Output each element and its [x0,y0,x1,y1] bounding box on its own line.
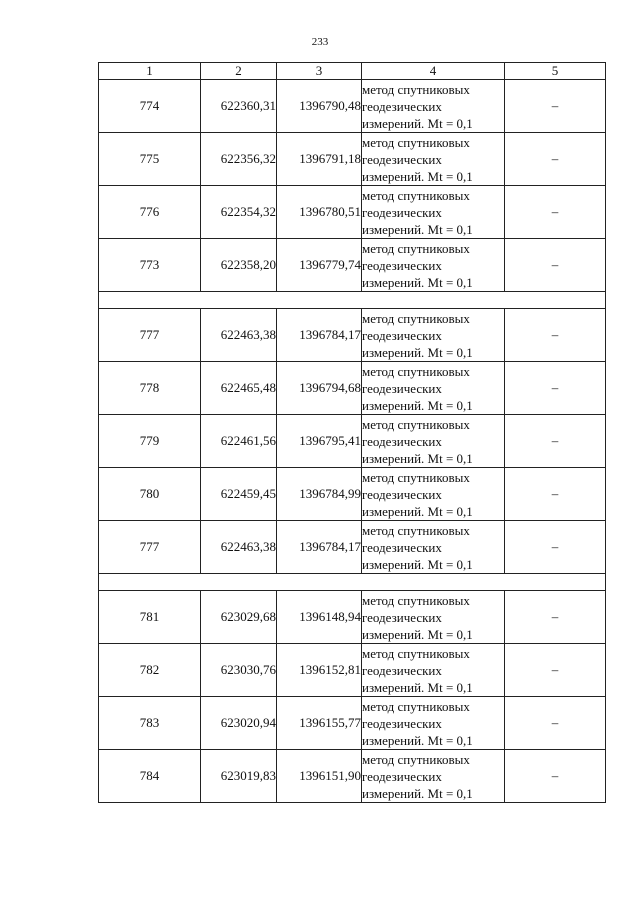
method-line: геодезических [362,486,442,502]
y-coordinate-cell: 1396795,41 [277,415,362,468]
table-row [99,362,606,415]
note-cell: – [505,644,606,697]
method-line: геодезических [362,768,442,784]
method-line: измерений. Mt = 0,1 [362,450,473,466]
header-cell: 1 [99,63,201,80]
method-line: метод спутниковых [362,698,470,714]
method-line: измерений. Mt = 0,1 [362,344,473,360]
y-coordinate-cell: 1396791,18 [277,133,362,186]
method-line: метод спутниковых [362,645,470,661]
method-line: метод спутниковых [362,751,470,767]
method-line: геодезических [362,327,442,343]
header-row [99,63,606,80]
method-cell [362,750,505,803]
y-coordinate-cell: 1396148,94 [277,591,362,644]
method-line: измерений. Mt = 0,1 [362,679,473,695]
method-line: геодезических [362,539,442,555]
method-line: измерений. Mt = 0,1 [362,556,473,572]
x-coordinate-cell: 623019,83 [201,750,277,803]
x-coordinate-cell: 622354,32 [201,186,277,239]
method-line: геодезических [362,715,442,731]
table-row [99,750,606,803]
x-coordinate-cell: 622459,45 [201,468,277,521]
note-cell: – [505,239,606,292]
method-line: геодезических [362,204,442,220]
group-separator-row [99,292,606,309]
table-row [99,521,606,574]
x-coordinate-cell: 623020,94 [201,697,277,750]
method-line: геодезических [362,662,442,678]
method-cell [362,133,505,186]
method-line: измерений. Mt = 0,1 [362,626,473,642]
x-coordinate-cell: 622463,38 [201,521,277,574]
x-coordinate-cell: 622360,31 [201,80,277,133]
y-coordinate-cell: 1396779,74 [277,239,362,292]
note-cell: – [505,362,606,415]
table-row [99,309,606,362]
header-cell: 3 [277,63,362,80]
method-cell [362,239,505,292]
point-number-cell: 777 [99,521,201,574]
y-coordinate-cell: 1396152,81 [277,644,362,697]
point-number-cell: 783 [99,697,201,750]
x-coordinate-cell: 622461,56 [201,415,277,468]
method-cell [362,644,505,697]
method-line: измерений. Mt = 0,1 [362,785,473,801]
table-body [99,80,606,803]
method-line: геодезических [362,98,442,114]
point-number-cell: 781 [99,591,201,644]
x-coordinate-cell: 622463,38 [201,309,277,362]
method-line: метод спутниковых [362,363,470,379]
method-line: метод спутниковых [362,81,470,97]
x-coordinate-cell: 623029,68 [201,591,277,644]
table-row [99,186,606,239]
point-number-cell: 777 [99,309,201,362]
table-row [99,415,606,468]
point-number-cell: 778 [99,362,201,415]
y-coordinate-cell: 1396155,77 [277,697,362,750]
method-line: измерений. Mt = 0,1 [362,221,473,237]
y-coordinate-cell: 1396784,17 [277,309,362,362]
method-line: геодезических [362,433,442,449]
method-cell [362,415,505,468]
method-line: измерений. Mt = 0,1 [362,503,473,519]
point-number-cell: 774 [99,80,201,133]
method-line: измерений. Mt = 0,1 [362,168,473,184]
coordinates-table [98,62,606,803]
header-cell: 4 [362,63,505,80]
note-cell: – [505,697,606,750]
method-cell [362,186,505,239]
note-cell: – [505,415,606,468]
method-cell [362,591,505,644]
group-separator-row [99,574,606,591]
point-number-cell: 773 [99,239,201,292]
method-line: измерений. Mt = 0,1 [362,274,473,290]
point-number-cell: 782 [99,644,201,697]
table-row [99,591,606,644]
method-line: измерений. Mt = 0,1 [362,397,473,413]
method-cell [362,309,505,362]
group-separator-cell [99,574,606,591]
header-cell: 2 [201,63,277,80]
point-number-cell: 784 [99,750,201,803]
method-cell [362,697,505,750]
method-line: измерений. Mt = 0,1 [362,732,473,748]
method-line: геодезических [362,257,442,273]
x-coordinate-cell: 623030,76 [201,644,277,697]
note-cell: – [505,750,606,803]
method-line: метод спутниковых [362,592,470,608]
point-number-cell: 775 [99,133,201,186]
method-line: метод спутниковых [362,187,470,203]
method-cell [362,362,505,415]
y-coordinate-cell: 1396790,48 [277,80,362,133]
note-cell: – [505,186,606,239]
method-line: измерений. Mt = 0,1 [362,115,473,131]
method-line: метод спутниковых [362,522,470,538]
note-cell: – [505,80,606,133]
note-cell: – [505,521,606,574]
header-cell: 5 [505,63,606,80]
note-cell: – [505,591,606,644]
y-coordinate-cell: 1396784,99 [277,468,362,521]
table-row [99,80,606,133]
method-cell [362,521,505,574]
method-line: геодезических [362,609,442,625]
method-line: геодезических [362,380,442,396]
method-line: геодезических [362,151,442,167]
table-row [99,468,606,521]
x-coordinate-cell: 622358,20 [201,239,277,292]
table-row [99,133,606,186]
group-separator-cell [99,292,606,309]
point-number-cell: 780 [99,468,201,521]
x-coordinate-cell: 622356,32 [201,133,277,186]
method-cell [362,468,505,521]
y-coordinate-cell: 1396151,90 [277,750,362,803]
table-row [99,644,606,697]
y-coordinate-cell: 1396794,68 [277,362,362,415]
note-cell: – [505,468,606,521]
method-line: метод спутниковых [362,310,470,326]
point-number-cell: 779 [99,415,201,468]
y-coordinate-cell: 1396780,51 [277,186,362,239]
page-number: 233 [311,36,329,48]
note-cell: – [505,309,606,362]
method-cell [362,80,505,133]
method-line: метод спутниковых [362,240,470,256]
point-number-cell: 776 [99,186,201,239]
x-coordinate-cell: 622465,48 [201,362,277,415]
table-row [99,239,606,292]
method-line: метод спутниковых [362,416,470,432]
method-line: метод спутниковых [362,134,470,150]
y-coordinate-cell: 1396784,17 [277,521,362,574]
table-row [99,697,606,750]
method-line: метод спутниковых [362,469,470,485]
note-cell: – [505,133,606,186]
